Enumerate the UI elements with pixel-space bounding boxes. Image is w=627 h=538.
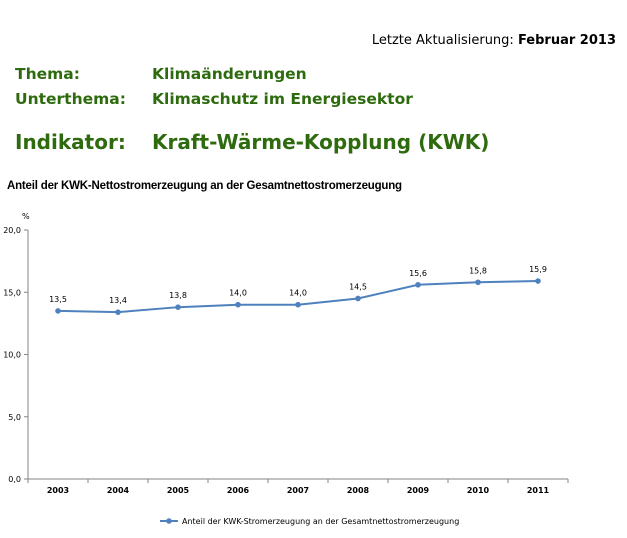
legend-label: Anteil der KWK-Stromerzeugung an der Gesamtnettostromerzeugung: [182, 517, 460, 526]
data-point: [475, 279, 481, 285]
data-label: 14,0: [289, 288, 307, 298]
thema-label: Thema:: [15, 65, 80, 83]
data-point: [535, 278, 541, 284]
x-tick-label: 2004: [106, 486, 130, 495]
y-tick-label: 10,0: [3, 350, 21, 360]
line-chart: [0, 200, 627, 538]
thema-value: Klimaänderungen: [152, 65, 307, 83]
data-point: [415, 282, 421, 288]
data-label: 14,0: [229, 288, 247, 298]
legend-marker: [166, 518, 172, 524]
data-point: [175, 304, 181, 310]
x-tick-label: 2009: [406, 486, 430, 495]
data-point: [115, 309, 121, 315]
indikator-label: Indikator:: [15, 130, 126, 154]
data-label: 14,5: [349, 282, 367, 292]
x-tick-label: 2010: [466, 486, 490, 495]
data-point: [55, 308, 61, 314]
x-tick-label: 2005: [166, 486, 190, 495]
data-label: 13,4: [109, 296, 127, 306]
data-label: 15,6: [409, 268, 427, 278]
chart-title: Anteil der KWK-Nettostromerzeugung an der Gesamtnettostromerzeugung: [7, 180, 402, 192]
last-update-value: Februar 2013: [517, 33, 616, 48]
y-tick-label: 20,0: [3, 226, 21, 235]
x-tick-label: 2006: [226, 486, 250, 495]
x-tick-label: 2008: [346, 486, 370, 495]
data-label: 15,8: [469, 266, 487, 276]
data-label: 13,5: [49, 294, 67, 304]
unterthema-value: Klimaschutz im Energiesektor: [152, 90, 413, 108]
data-point: [355, 296, 361, 302]
last-update: [372, 33, 616, 48]
data-point: [235, 302, 241, 308]
data-label: 15,9: [529, 265, 547, 275]
data-point: [295, 302, 301, 308]
data-label: 13,8: [169, 291, 187, 301]
y-tick-label: 5,0: [8, 412, 21, 422]
x-tick-label: 2011: [526, 486, 550, 495]
y-tick-label: 0,0: [8, 475, 21, 484]
x-tick-label: 2003: [46, 486, 70, 495]
indikator-value: Kraft-Wärme-Kopplung (KWK): [152, 130, 490, 154]
y-tick-label: 15,0: [3, 288, 21, 298]
unterthema-label: Unterthema:: [15, 90, 126, 108]
x-tick-label: 2007: [286, 486, 310, 495]
y-axis-unit-label: %: [22, 212, 30, 221]
last-update-label: Letzte Aktualisierung:: [371, 33, 514, 48]
